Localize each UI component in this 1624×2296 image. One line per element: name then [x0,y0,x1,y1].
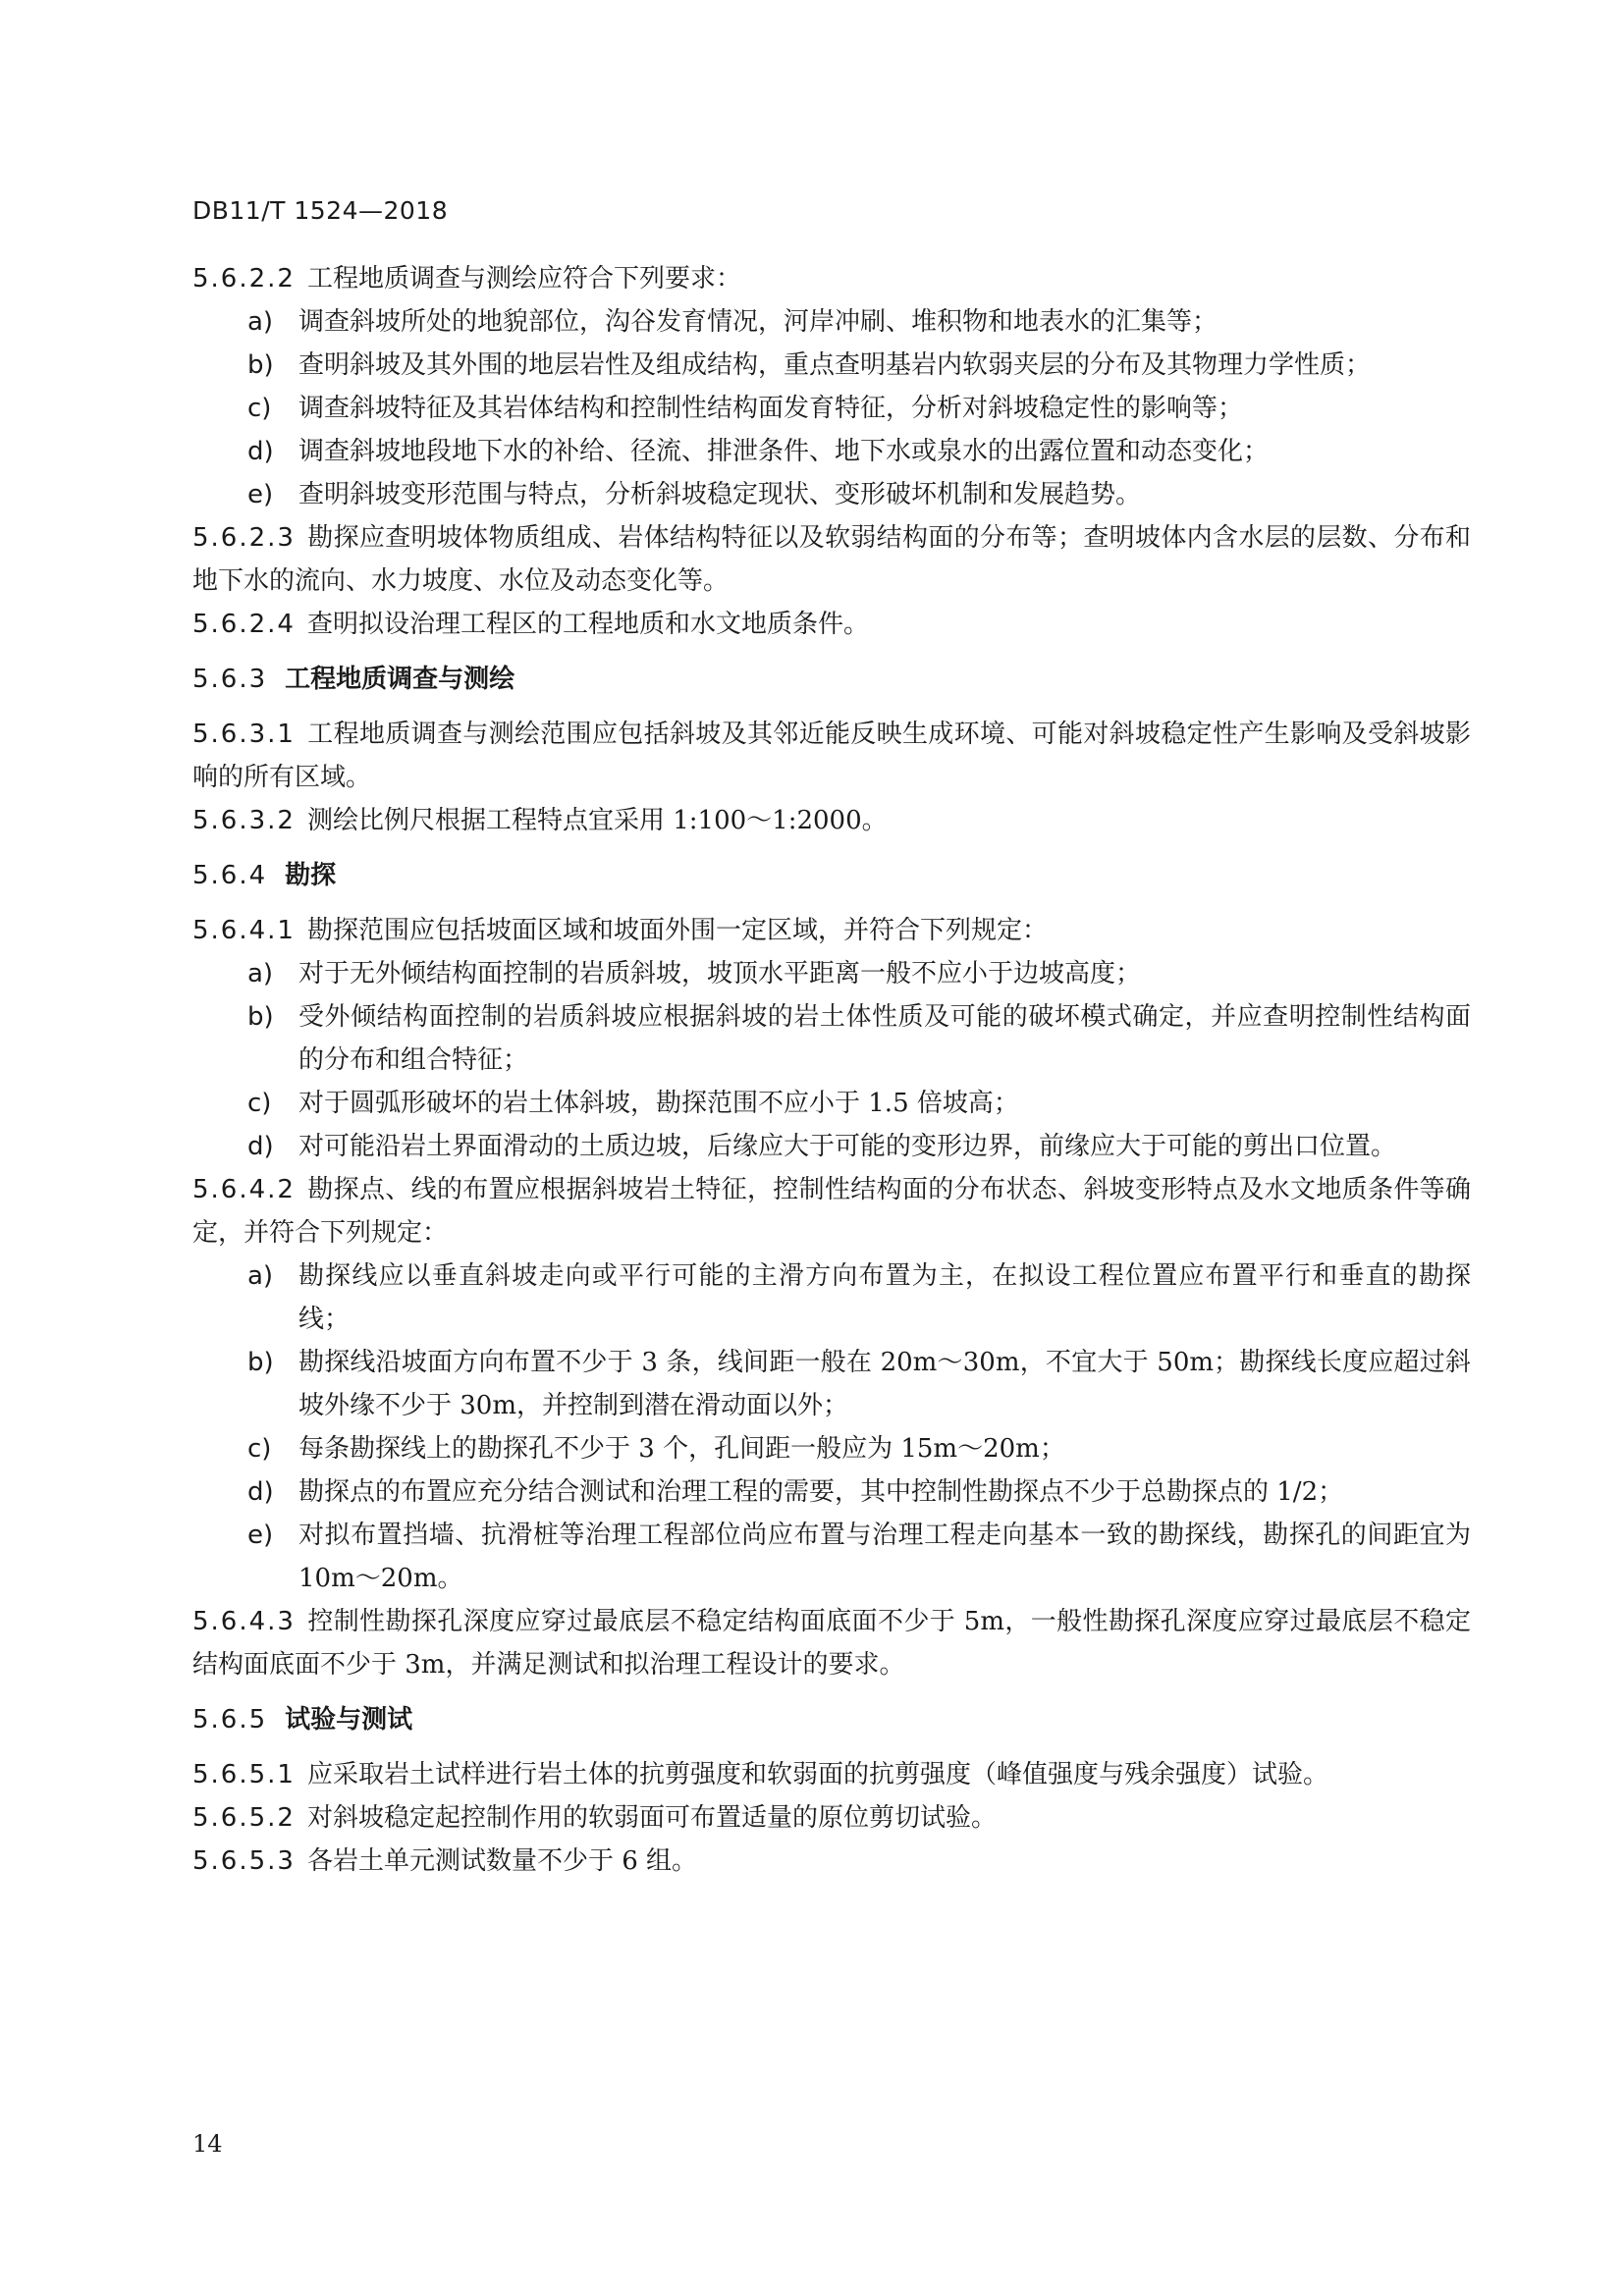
list-item-text: 对于无外倾结构面控制的岩质斜坡，坡顶水平距离一般不应小于边坡高度； [298,959,1142,988]
clause-text: 勘探应查明坡体物质组成、岩体结构特征以及软弱结构面的分布等；查明坡体内含水层的层数、分布和地下水的流向、水力坡度、水位及动态变化等。 [192,523,1471,596]
list-item-text: 对拟布置挡墙、抗滑桩等治理工程部位尚应布置与治理工程走向基本一致的勘探线，勘探孔的间距宜为 10m～20m。 [298,1521,1471,1593]
clause-text: 查明拟设治理工程区的工程地质和水文地质条件。 [306,610,869,639]
clause-number: 5.6.3.1 [192,720,296,749]
list-item-label: b) [247,1002,274,1032]
list-item-text: 调查斜坡地段地下水的补给、径流、排泄条件、地下水或泉水的出露位置和动态变化； [298,437,1270,466]
clause-text: 对斜坡稳定起控制作用的软弱面可布置适量的原位剪切试验。 [306,1803,997,1833]
list-item-label: c) [247,1434,272,1464]
clause-paragraph [192,516,1471,603]
section-title: 工程地质调查与测绘 [285,665,515,694]
list-item [192,300,1471,344]
clause-paragraph [192,603,1471,646]
list-item-text: 受外倾结构面控制的岩质斜坡应根据斜坡的岩土体性质及可能的破坏模式确定，并应查明控制性结构面的分布和组合特征； [298,1002,1471,1075]
list-item-label: b) [247,1348,274,1377]
clause-text: 应采取岩土试样进行岩土体的抗剪强度和软弱面的抗剪强度（峰值强度与残余强度）试验。 [306,1760,1328,1789]
list-item-label: a) [247,307,274,337]
list-item-label: d) [247,1477,274,1507]
list-item-label: d) [247,437,274,466]
section-heading [192,854,1471,897]
list-item-label: c) [247,1089,272,1118]
list-item-text: 对于圆弧形破坏的岩土体斜坡，勘探范围不应小于 1.5 倍坡高； [298,1089,1019,1118]
list-item-text: 每条勘探线上的勘探孔不少于 3 个，孔间距一般应为 15m～20m； [298,1434,1065,1464]
list-item [192,952,1471,995]
clause-number: 5.6.2.4 [192,610,296,639]
list-item [192,1082,1471,1125]
clause-text: 控制性勘探孔深度应穿过最底层不稳定结构面底面不少于 5m，一般性勘探孔深度应穿过最底层不稳定结构面底面不少于 3m，并满足测试和拟治理工程设计的要求。 [192,1607,1471,1680]
clause-paragraph [192,713,1471,799]
list-item [192,430,1471,473]
clause-number: 5.6.2.3 [192,523,296,553]
list-item-label: d) [247,1132,274,1161]
clause-number: 5.6.2.2 [192,264,296,294]
list-item-label: a) [247,1261,274,1291]
clause-paragraph [192,1840,1471,1883]
list-item [192,387,1471,430]
clause-paragraph [192,799,1471,842]
list-item [192,1125,1471,1168]
clause-number: 5.6.5.1 [192,1760,296,1789]
section-number: 5.6.5 [192,1705,268,1735]
clause-text: 勘探范围应包括坡面区域和坡面外围一定区域，并符合下列规定： [306,916,1048,945]
clause-number: 5.6.4.2 [192,1175,296,1204]
section-title: 试验与测试 [285,1705,413,1735]
section-heading [192,658,1471,701]
clause-paragraph [192,1753,1471,1796]
clause-number: 5.6.4.1 [192,916,296,945]
list-item [192,995,1471,1082]
list-item-label: b) [247,350,274,380]
list-item [192,1514,1471,1600]
list-item-text: 调查斜坡特征及其岩体结构和控制性结构面发育特征，分析对斜坡稳定性的影响等； [298,394,1244,423]
list-item-text: 对可能沿岩土界面滑动的土质边坡，后缘应大于可能的变形边界，前缘应大于可能的剪出口位置。 [298,1132,1397,1161]
list-item-label: c) [247,394,272,423]
clause-paragraph [192,909,1471,952]
list-item [192,1470,1471,1514]
clause-text: 工程地质调查与测绘应符合下列要求： [306,264,741,294]
clause-text: 测绘比例尺根据工程特点宜采用 1:100～1:2000。 [306,806,888,835]
section-number: 5.6.3 [192,665,268,694]
list-item-text: 勘探线沿坡面方向布置不少于 3 条，线间距一般在 20m～30m，不宜大于 50m；勘探线长度应超过斜坡外缘不少于 30m，并控制到潜在滑动面以外； [298,1348,1471,1420]
clause-number: 5.6.5.2 [192,1803,296,1833]
clause-number: 5.6.5.3 [192,1846,296,1876]
list-item-text: 勘探线应以垂直斜坡走向或平行可能的主滑方向布置为主，在拟设工程位置应布置平行和垂直的勘探线； [298,1261,1471,1334]
section-number: 5.6.4 [192,861,268,890]
document-id-header: DB11/T 1524—2018 [192,196,449,225]
list-item [192,473,1471,516]
section-heading [192,1698,1471,1741]
list-item [192,1341,1471,1427]
clause-paragraph [192,257,1471,300]
list-item [192,1427,1471,1470]
list-item-label: e) [247,480,274,509]
list-item-text: 调查斜坡所处的地貌部位，沟谷发育情况，河岸冲刷、堆积物和地表水的汇集等； [298,307,1218,337]
clause-text: 工程地质调查与测绘范围应包括斜坡及其邻近能反映生成环境、可能对斜坡稳定性产生影响及受斜坡影响的所有区域。 [192,720,1471,792]
list-item-label: a) [247,959,274,988]
clause-paragraph [192,1796,1471,1840]
page-number: 14 [192,2130,223,2158]
clause-paragraph [192,1600,1471,1686]
list-item-label: e) [247,1521,274,1550]
clause-number: 5.6.4.3 [192,1607,296,1636]
list-item [192,344,1471,387]
list-item-text: 查明斜坡及其外围的地层岩性及组成结构，重点查明基岩内软弱夹层的分布及其物理力学性质； [298,350,1372,380]
clause-paragraph [192,1168,1471,1255]
clause-text: 各岩土单元测试数量不少于 6 组。 [306,1846,698,1876]
document-body [192,257,1471,1883]
clause-number: 5.6.3.2 [192,806,296,835]
section-title: 勘探 [285,861,337,890]
clause-text: 勘探点、线的布置应根据斜坡岩土特征，控制性结构面的分布状态、斜坡变形特点及水文地质条件等确定，并符合下列规定： [192,1175,1471,1248]
list-item-text: 查明斜坡变形范围与特点，分析斜坡稳定现状、变形破坏机制和发展趋势。 [298,480,1142,509]
list-item [192,1255,1471,1341]
list-item-text: 勘探点的布置应充分结合测试和治理工程的需要，其中控制性勘探点不少于总勘探点的 1/2； [298,1477,1344,1507]
